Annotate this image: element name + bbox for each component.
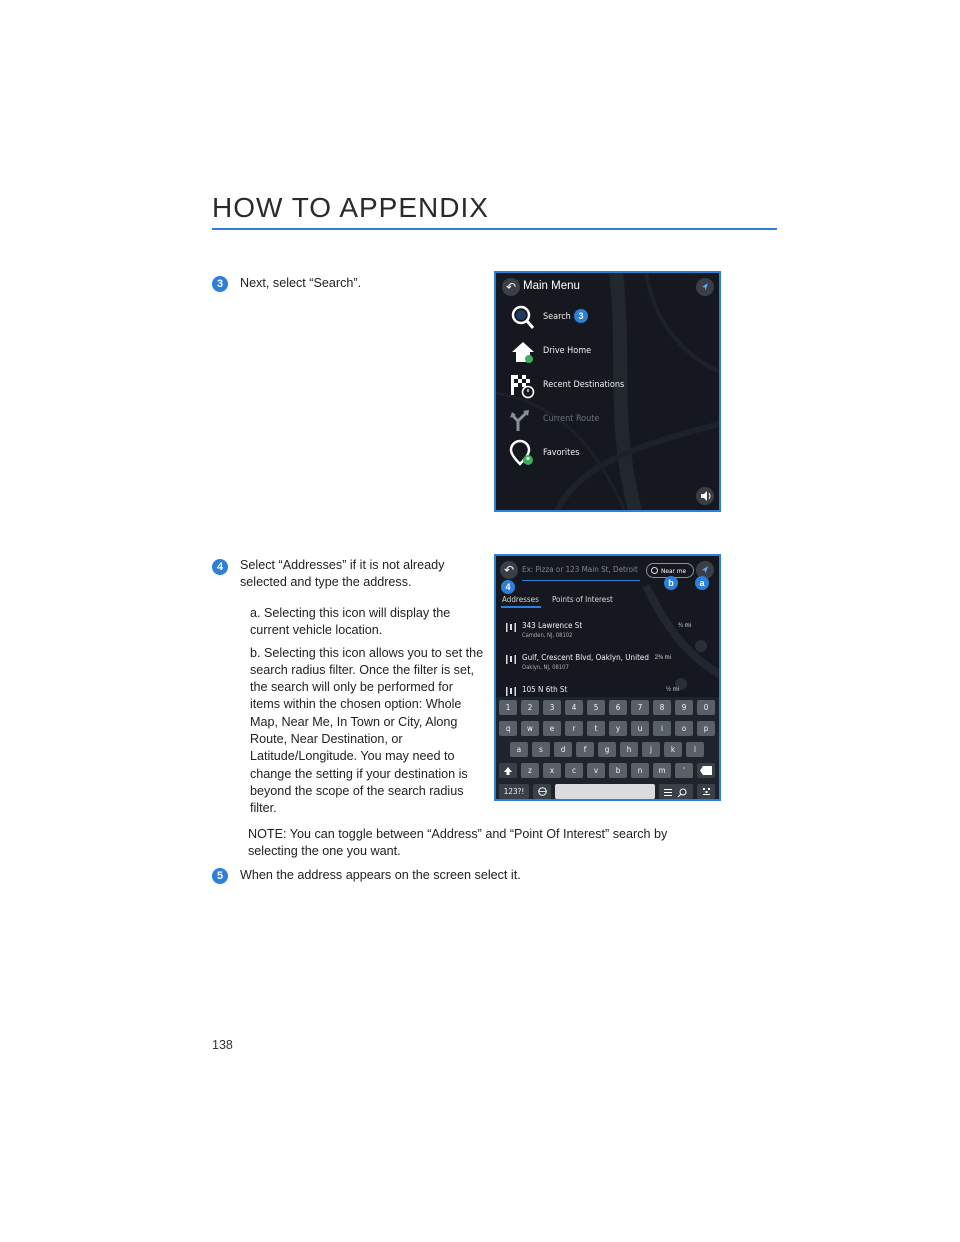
address-icon bbox=[506, 655, 516, 664]
menu-label-recent-destinations: Recent Destinations bbox=[543, 380, 625, 390]
search-input-underline bbox=[522, 580, 640, 581]
tab-addresses[interactable]: Addresses bbox=[502, 595, 539, 604]
result-name: 343 Lawrence St bbox=[522, 621, 583, 630]
key[interactable]: t bbox=[587, 721, 605, 736]
shift-key[interactable] bbox=[499, 763, 517, 778]
keyboard-icon bbox=[702, 787, 711, 796]
key[interactable]: q bbox=[499, 721, 517, 736]
back-button[interactable]: ↶ bbox=[500, 561, 518, 579]
note-line1: NOTE: You can toggle between “Address” and “Point Of Interest” search by bbox=[248, 827, 668, 841]
backspace-icon bbox=[700, 766, 712, 775]
sub-b-line2: search radius filter. Once the filter is set, bbox=[250, 663, 474, 677]
keyboard-hide-key[interactable] bbox=[697, 784, 715, 799]
menu-item-current-route[interactable] bbox=[508, 405, 708, 435]
menu-label-drive-home: Drive Home bbox=[543, 346, 592, 356]
key[interactable]: 3 bbox=[543, 700, 561, 715]
page-number: 138 bbox=[212, 1038, 233, 1052]
near-me-label: Near me bbox=[661, 566, 687, 575]
result-item[interactable] bbox=[506, 621, 711, 651]
key[interactable]: a bbox=[510, 742, 528, 757]
result-location: Oaklyn, NJ, 08107 bbox=[522, 665, 569, 671]
sub-b-line9: beyond the scope of the search radius bbox=[250, 784, 464, 798]
sub-b-line1: b. Selecting this icon allows you to set the bbox=[250, 646, 484, 660]
key[interactable]: 7 bbox=[631, 700, 649, 715]
header-divider bbox=[212, 228, 777, 230]
tab-points-of-interest[interactable]: Points of Interest bbox=[552, 595, 613, 604]
sub-b-line5: Map, Near Me, In Town or City, Along bbox=[250, 715, 458, 729]
key[interactable]: 9 bbox=[675, 700, 693, 715]
result-distance: ½ mi bbox=[665, 687, 679, 693]
search-filter-key[interactable] bbox=[659, 784, 693, 799]
key[interactable]: v bbox=[587, 763, 605, 778]
shift-arrow-icon bbox=[503, 766, 513, 776]
menu-label-current-route: Current Route bbox=[543, 414, 600, 424]
result-name: 105 N 6th St bbox=[522, 685, 568, 694]
home-icon bbox=[508, 337, 538, 367]
key[interactable]: k bbox=[664, 742, 682, 757]
menu-item-drive-home[interactable] bbox=[508, 337, 708, 367]
language-key[interactable] bbox=[533, 784, 551, 799]
backspace-key[interactable] bbox=[697, 763, 715, 778]
step-3-text: Next, select “Search”. bbox=[240, 276, 362, 290]
key[interactable]: c bbox=[565, 763, 583, 778]
callout-a: a bbox=[695, 576, 709, 590]
address-search-screenshot bbox=[494, 554, 721, 801]
key[interactable]: w bbox=[521, 721, 539, 736]
symbols-key[interactable]: 123?! bbox=[499, 784, 529, 799]
note-line2: selecting the one you want. bbox=[248, 844, 401, 858]
key[interactable]: r bbox=[565, 721, 583, 736]
menu-title: Main Menu bbox=[523, 280, 580, 292]
key[interactable]: y bbox=[609, 721, 627, 736]
key[interactable]: s bbox=[532, 742, 550, 757]
key[interactable]: ' bbox=[675, 763, 693, 778]
menu-label-search: Search bbox=[543, 312, 571, 322]
menu-item-recent-destinations[interactable] bbox=[508, 371, 708, 401]
key[interactable]: 2 bbox=[521, 700, 539, 715]
result-item[interactable] bbox=[506, 653, 711, 683]
menu-label-favorites: Favorites bbox=[543, 448, 580, 458]
key[interactable]: j bbox=[642, 742, 660, 757]
result-location: Camden, NJ, 08102 bbox=[522, 633, 573, 639]
key[interactable]: i bbox=[653, 721, 671, 736]
key[interactable]: o bbox=[675, 721, 693, 736]
key[interactable]: 8 bbox=[653, 700, 671, 715]
favorites-icon bbox=[508, 439, 538, 469]
key[interactable]: 0 bbox=[697, 700, 715, 715]
navigate-arrow-button[interactable] bbox=[696, 278, 714, 296]
address-icon bbox=[506, 623, 516, 632]
speaker-icon bbox=[696, 487, 714, 505]
key[interactable]: z bbox=[521, 763, 539, 778]
key[interactable]: d bbox=[554, 742, 572, 757]
key[interactable]: f bbox=[576, 742, 594, 757]
step-5-badge: 5 bbox=[212, 868, 228, 884]
step-4-badge: 4 bbox=[212, 559, 228, 575]
sub-a-line2: current vehicle location. bbox=[250, 623, 383, 637]
step-5-text: When the address appears on the screen select it. bbox=[240, 868, 521, 882]
key[interactable]: h bbox=[620, 742, 638, 757]
step-4-line1: Select “Addresses” if it is not already bbox=[240, 558, 445, 572]
key[interactable]: n bbox=[631, 763, 649, 778]
active-tab-indicator bbox=[501, 606, 541, 608]
globe-icon bbox=[538, 787, 547, 796]
sub-b-line3: the search will only be performed for bbox=[250, 680, 453, 694]
on-screen-keyboard bbox=[496, 697, 719, 801]
location-pin-icon bbox=[651, 567, 658, 574]
speaker-button[interactable] bbox=[696, 487, 714, 505]
step-3-callout: 3 bbox=[574, 309, 588, 323]
search-input[interactable]: Ex: Pizza or 123 Main St, Detroit bbox=[522, 565, 638, 574]
result-distance: 2⅜ mi bbox=[654, 655, 671, 661]
key[interactable]: 1 bbox=[499, 700, 517, 715]
sub-a-line1: a. Selecting this icon will display the bbox=[250, 606, 451, 620]
address-icon bbox=[506, 687, 516, 696]
menu-item-search[interactable] bbox=[508, 303, 708, 333]
step-3-badge: 3 bbox=[212, 276, 228, 292]
back-button[interactable]: ↶ bbox=[502, 278, 520, 296]
callout-b: b bbox=[664, 576, 678, 590]
list-search-icon bbox=[662, 787, 690, 797]
step-4-line2: selected and type the address. bbox=[240, 575, 412, 589]
key[interactable]: e bbox=[543, 721, 561, 736]
key[interactable]: p bbox=[697, 721, 715, 736]
key[interactable]: g bbox=[598, 742, 616, 757]
sub-b-line6: Route, Near Destination, or bbox=[250, 732, 403, 746]
result-name: Gulf, Crescent Blvd, Oaklyn, United bbox=[522, 653, 649, 662]
sub-b-line7: Latitude/Longitude. You may need to bbox=[250, 749, 455, 763]
sub-b-line4: items within the chosen option: Whole bbox=[250, 697, 462, 711]
space-key[interactable] bbox=[555, 784, 655, 799]
key[interactable]: l bbox=[686, 742, 704, 757]
search-icon bbox=[508, 303, 538, 333]
key[interactable]: x bbox=[543, 763, 561, 778]
key[interactable]: m bbox=[653, 763, 671, 778]
main-menu-screenshot bbox=[494, 271, 721, 512]
key[interactable]: u bbox=[631, 721, 649, 736]
navigation-arrow-icon bbox=[696, 278, 714, 296]
menu-item-favorites[interactable] bbox=[508, 439, 708, 469]
sub-b-line10: filter. bbox=[250, 801, 277, 815]
route-icon bbox=[508, 405, 538, 435]
key[interactable]: 4 bbox=[565, 700, 583, 715]
sub-b-line8: change the setting if your destination is bbox=[250, 767, 468, 781]
step-4-callout: 4 bbox=[501, 580, 515, 594]
recent-destinations-icon bbox=[508, 371, 538, 401]
page-title: HOW TO APPENDIX bbox=[212, 192, 489, 223]
key[interactable]: 5 bbox=[587, 700, 605, 715]
key[interactable]: b bbox=[609, 763, 627, 778]
key[interactable]: 6 bbox=[609, 700, 627, 715]
result-distance: ¾ mi bbox=[677, 623, 691, 629]
